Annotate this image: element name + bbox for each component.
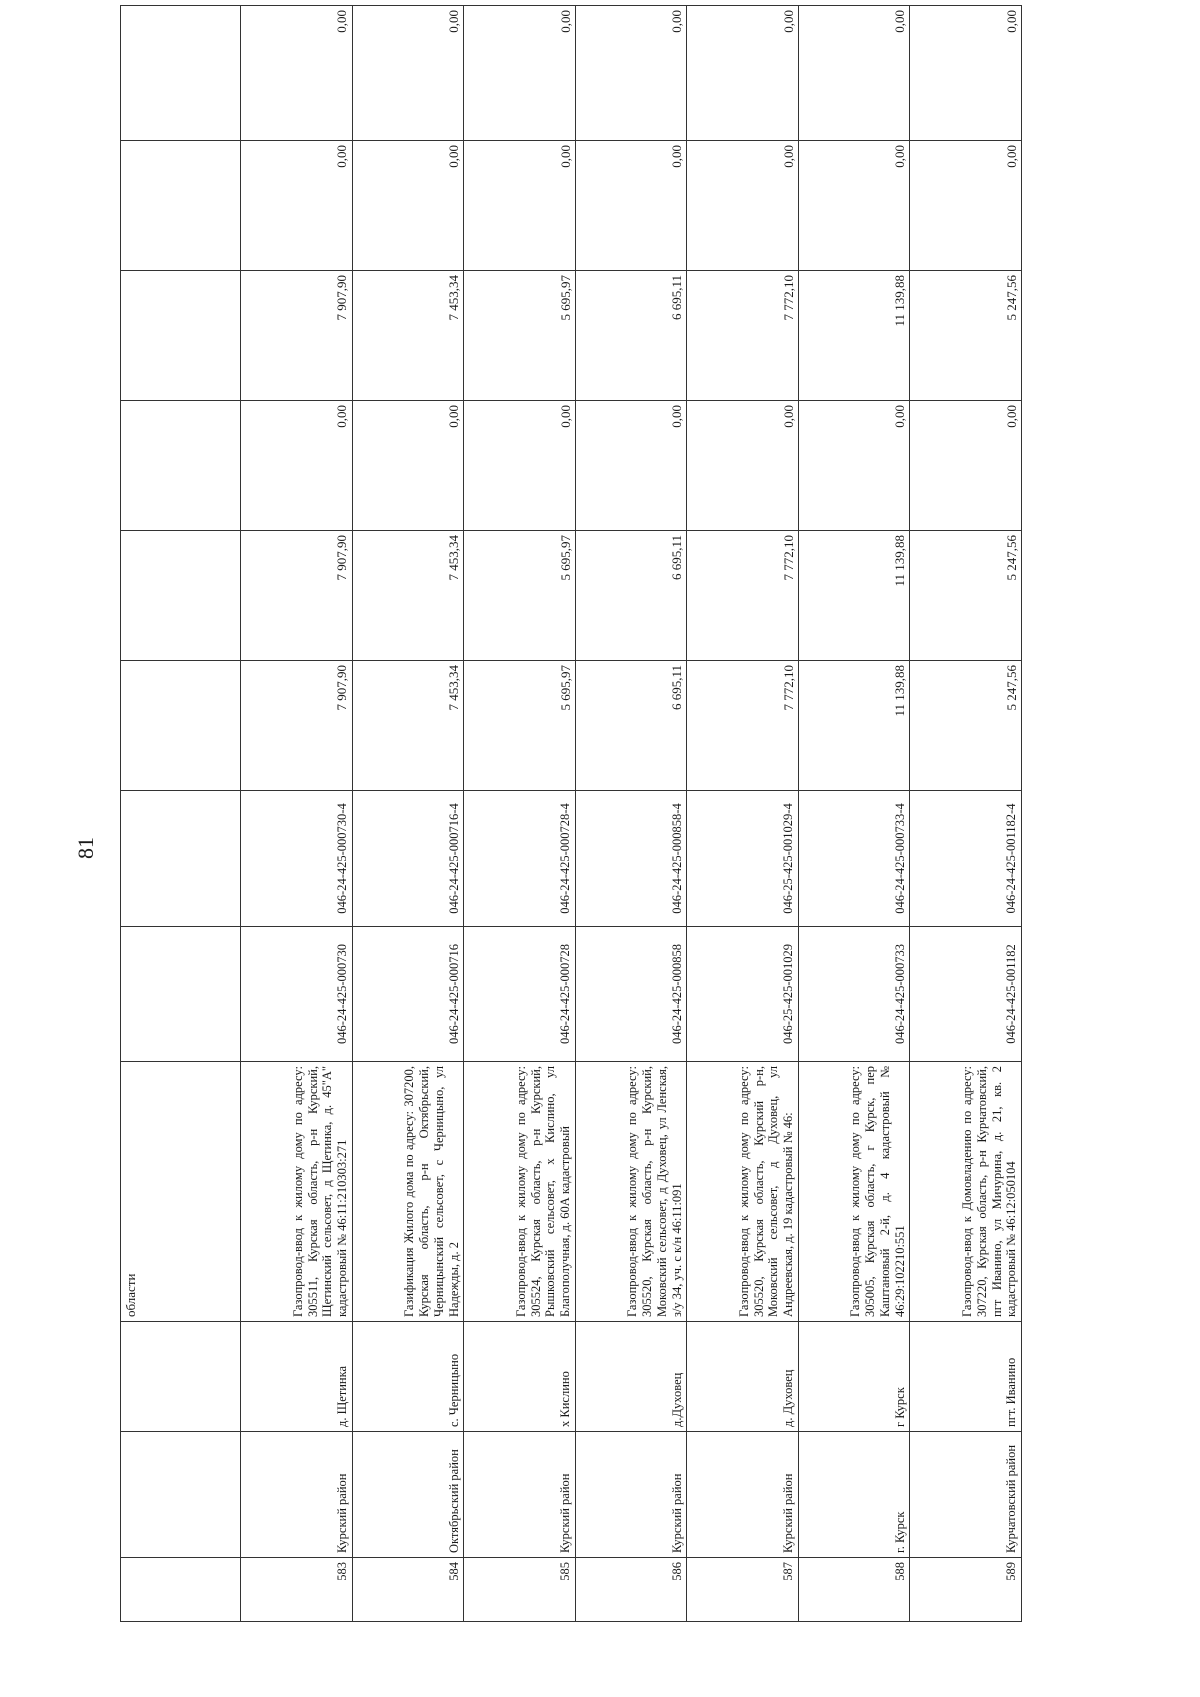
row-number: 586 <box>575 1558 687 1622</box>
header-cell <box>121 1322 241 1432</box>
amount-cell: 0,00 <box>575 401 687 531</box>
header-cell <box>121 141 241 271</box>
settlement-cell: д.Духовец <box>575 1322 687 1432</box>
settlement-cell: пгт. Иванино <box>910 1322 1022 1432</box>
amount-cell: 5 247,56 <box>910 531 1022 661</box>
header-cell <box>121 6 241 141</box>
amount-cell: 0,00 <box>352 6 464 141</box>
row-number: 583 <box>241 1558 353 1622</box>
row-number: 588 <box>798 1558 910 1622</box>
registry-table <box>120 5 1022 1622</box>
amount-cell: 11 139,88 <box>798 661 910 791</box>
amount-cell: 7 907,90 <box>241 661 353 791</box>
object-description-cell: Газопровод-ввод к жилому дому по адресу: 305520, Курская область, р-н Курский, Моковский сельсовет, д Духовец, ул Ленская, з/у 34, уч. с к/н 46:11:091 <box>575 1062 687 1322</box>
row-number: 587 <box>687 1558 799 1622</box>
settlement-cell: с. Черницыно <box>352 1322 464 1432</box>
table-row <box>241 6 353 1622</box>
amount-cell: 11 139,88 <box>798 531 910 661</box>
row-number: 585 <box>464 1558 576 1622</box>
district-cell: Октябрьский район <box>352 1432 464 1558</box>
header-cell <box>121 531 241 661</box>
amount-cell: 0,00 <box>687 6 799 141</box>
object-description-cell: Газификация Жилого дома по адресу: 307200, Курская область, р-н Октябрьский, Черницынский сельсовет, с Черницыно, ул Надежды, д. 2 <box>352 1062 464 1322</box>
amount-cell: 5 247,56 <box>910 661 1022 791</box>
table-row <box>687 6 799 1622</box>
settlement-cell: д. Щетинка <box>241 1322 353 1432</box>
table-row <box>464 6 576 1622</box>
application-code-cell: 046-24-425-000728-4 <box>464 791 576 927</box>
contract-code-cell: 046-24-425-000858 <box>575 927 687 1062</box>
amount-cell: 0,00 <box>575 6 687 141</box>
amount-cell: 11 139,88 <box>798 271 910 401</box>
header-cell <box>121 661 241 791</box>
amount-cell: 0,00 <box>798 401 910 531</box>
table-body <box>241 6 1022 1622</box>
amount-cell: 7 453,34 <box>352 531 464 661</box>
amount-cell: 5 695,97 <box>464 661 576 791</box>
object-description-cell: Газопровод-ввод к жилому дому по адресу: 305524, Курская область, р-н Курский, Рышковский сельсовет, х Кислино, ул Благополучная, д. 60А кадастровый <box>464 1062 576 1322</box>
amount-cell: 7 907,90 <box>241 271 353 401</box>
district-cell: Курский район <box>687 1432 799 1558</box>
amount-cell: 5 695,97 <box>464 531 576 661</box>
settlement-cell: г Курск <box>798 1322 910 1432</box>
amount-cell: 0,00 <box>241 141 353 271</box>
amount-cell: 0,00 <box>910 6 1022 141</box>
amount-cell: 0,00 <box>798 6 910 141</box>
amount-cell: 6 695,11 <box>575 661 687 791</box>
amount-cell: 7 907,90 <box>241 531 353 661</box>
settlement-cell: х Кислино <box>464 1322 576 1432</box>
header-cell <box>121 927 241 1062</box>
row-number: 589 <box>910 1558 1022 1622</box>
contract-code-cell: 046-25-425-001029 <box>687 927 799 1062</box>
district-cell: Курский район <box>464 1432 576 1558</box>
table-row <box>352 6 464 1622</box>
contract-code-cell: 046-24-425-001182 <box>910 927 1022 1062</box>
amount-cell: 0,00 <box>352 141 464 271</box>
header-cell <box>121 401 241 531</box>
district-cell: Курский район <box>241 1432 353 1558</box>
amount-cell: 7 772,10 <box>687 661 799 791</box>
object-description-cell: Газопровод-ввод к жилому дому по адресу: 305520, Курская область, Курский р-н, Моковский сельсовет, д Духовец, ул Андреевская, д. 19 кадастровый № 46: <box>687 1062 799 1322</box>
application-code-cell: 046-24-425-001182-4 <box>910 791 1022 927</box>
header-cell <box>121 1558 241 1622</box>
row-number: 584 <box>352 1558 464 1622</box>
object-description-cell: Газопровод-ввод к жилому дому по адресу: 305005, Курская область, г Курск, пер Каштановый 2-й, д. 4 кадастровый № 46:29:102210:551 <box>798 1062 910 1322</box>
object-description-cell: Газопровод-ввод к жилому дому по адресу: 305511, Курская область, р-н Курский, Щетинский сельсовет, д Щетинка, д. 45"А" кадастровый № 46:11:210303:271 <box>241 1062 353 1322</box>
object-description-cell: Газопровод-ввод к Домовладению по адресу: 307220, Курская область, р-н Курчатовский, пгт Иванино, ул Мичурина, д. 21, кв. 2 кадастровый № 46:12:050104 <box>910 1062 1022 1322</box>
amount-cell: 0,00 <box>687 401 799 531</box>
header-cell <box>121 271 241 401</box>
table-row <box>798 6 910 1622</box>
rotated-table-frame <box>120 6 1022 1622</box>
page-number: 81 <box>73 837 98 859</box>
header-cell <box>121 1432 241 1558</box>
amount-cell: 0,00 <box>352 401 464 531</box>
district-cell: Курчатовский район <box>910 1432 1022 1558</box>
application-code-cell: 046-24-425-000858-4 <box>575 791 687 927</box>
amount-cell: 0,00 <box>798 141 910 271</box>
amount-cell: 0,00 <box>241 6 353 141</box>
amount-cell: 0,00 <box>464 401 576 531</box>
amount-cell: 0,00 <box>241 401 353 531</box>
district-cell: Курский район <box>575 1432 687 1558</box>
amount-cell: 7 772,10 <box>687 531 799 661</box>
district-cell: г. Курск <box>798 1432 910 1558</box>
contract-code-cell: 046-24-425-000733 <box>798 927 910 1062</box>
application-code-cell: 046-24-425-000730-4 <box>241 791 353 927</box>
amount-cell: 0,00 <box>910 401 1022 531</box>
table-row <box>575 6 687 1622</box>
amount-cell: 0,00 <box>910 141 1022 271</box>
amount-cell: 6 695,11 <box>575 271 687 401</box>
contract-code-cell: 046-24-425-000728 <box>464 927 576 1062</box>
header-cell-region: области <box>121 1062 241 1322</box>
amount-cell: 7 772,10 <box>687 271 799 401</box>
application-code-cell: 046-24-425-000716-4 <box>352 791 464 927</box>
application-code-cell: 046-24-425-000733-4 <box>798 791 910 927</box>
settlement-cell: д. Духовец <box>687 1322 799 1432</box>
amount-cell: 5 247,56 <box>910 271 1022 401</box>
amount-cell: 6 695,11 <box>575 531 687 661</box>
application-code-cell: 046-25-425-001029-4 <box>687 791 799 927</box>
amount-cell: 0,00 <box>464 6 576 141</box>
amount-cell: 0,00 <box>464 141 576 271</box>
amount-cell: 0,00 <box>687 141 799 271</box>
amount-cell: 7 453,34 <box>352 271 464 401</box>
amount-cell: 7 453,34 <box>352 661 464 791</box>
contract-code-cell: 046-24-425-000716 <box>352 927 464 1062</box>
header-cell <box>121 791 241 927</box>
contract-code-cell: 046-24-425-000730 <box>241 927 353 1062</box>
amount-cell: 0,00 <box>575 141 687 271</box>
amount-cell: 5 695,97 <box>464 271 576 401</box>
table-row <box>910 6 1022 1622</box>
header-row <box>121 6 241 1622</box>
